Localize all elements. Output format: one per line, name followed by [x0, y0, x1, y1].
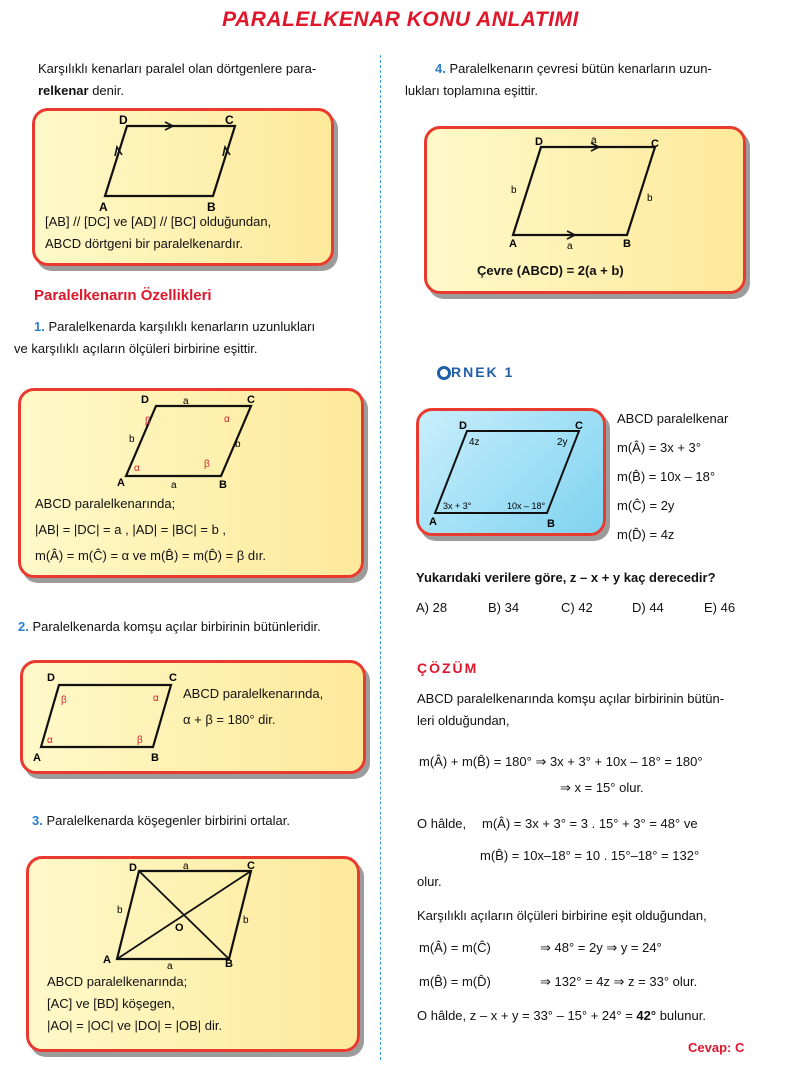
option-c: C) 42 [561, 600, 593, 615]
label-C: C [225, 113, 234, 127]
given-3: m(B̂) = 10x – 18° [617, 469, 716, 484]
property-3-box-line1: ABCD paralelkenarında; [47, 974, 188, 989]
side-b-left: b [511, 185, 517, 196]
label-D: D [141, 394, 149, 406]
property-3 [32, 810, 372, 832]
property-2-number: 2. [18, 619, 29, 634]
intro-line1: Karşılıklı kenarları paralel olan dörtgenlere para- [38, 61, 317, 76]
property-3-box [26, 856, 360, 1052]
label-C: C [169, 672, 177, 684]
intro-paragraph [38, 58, 358, 102]
option-d: D) 44 [632, 600, 664, 615]
angle-alpha-C: α [153, 693, 159, 704]
label-O: O [175, 922, 184, 934]
parallelogram-figure-6 [419, 411, 603, 533]
property-3-box-line2: [AC] ve [BD] köşegen, [47, 996, 175, 1011]
side-a-top: a [183, 861, 189, 872]
angle-C-label: 2y [557, 437, 568, 448]
property-3-number: 3. [32, 813, 43, 828]
property-1-line1: Paralelkenarda karşılıklı kenarların uzunlukları [44, 319, 316, 334]
property-1-number: 1. [34, 319, 45, 334]
solution-line3: m(Â) + m(B̂) = 180° ⇒ 3x + 3° + 10x – 18° = 180° [419, 754, 703, 769]
option-b: B) 34 [488, 600, 520, 615]
property-3-text-box [47, 971, 347, 1037]
property-3-text: Paralelkenarda köşegenler birbirini ortalar. [42, 813, 290, 828]
angle-B-label: 10x – 18° [507, 501, 546, 511]
label-C: C [247, 394, 255, 406]
solution-line5b: m(Â) = 3x + 3° = 3 . 15° + 3° = 48° ve [482, 816, 698, 831]
definition-line1: [AB] // [DC] ve [AD] // [BC] olduğundan, [45, 214, 272, 229]
side-b-left: b [117, 905, 123, 916]
solution-final-tail: bulunur. [656, 1008, 706, 1023]
label-A: A [103, 954, 111, 966]
solution-final-value: 42° [636, 1008, 657, 1023]
given-2: m(Â) = 3x + 3° [617, 440, 701, 455]
option-a: A) 28 [416, 600, 448, 615]
side-a-bottom: a [167, 961, 173, 969]
solution-line9b: ⇒ 48° = 2y ⇒ y = 24° [540, 940, 662, 955]
angle-beta-D: β [61, 695, 67, 706]
side-a-top: a [183, 396, 189, 407]
property-1-box-line2: |AB| = |DC| = a , |AD| = |BC| = b , [35, 522, 227, 537]
answer: Cevap: C [688, 1040, 745, 1055]
label-B: B [151, 752, 159, 764]
property-2-box [20, 660, 366, 774]
side-b-right: b [243, 915, 249, 926]
given-4: m(Ĉ) = 2y [617, 498, 675, 513]
side-b-left: b [129, 434, 135, 445]
solution-line10a: m(B̂) = m(D̂) [419, 974, 491, 989]
ornek-o-icon [437, 366, 451, 380]
solution-line2: leri olduğundan, [417, 713, 510, 728]
label-D: D [535, 136, 543, 148]
solution-line11 [417, 1008, 787, 1023]
label-D: D [119, 113, 128, 127]
property-2-box-line2: α + β = 180° dir. [183, 712, 276, 727]
solution-line1: ABCD paralelkenarında komşu açılar birbirinin bütün- [417, 691, 725, 706]
side-a-bottom: a [171, 480, 177, 491]
side-a-bottom: a [567, 241, 573, 252]
column-divider [380, 55, 381, 1060]
given-5: m(D̂) = 4z [617, 527, 675, 542]
example-heading [437, 364, 514, 380]
angle-beta-B: β [204, 459, 210, 470]
label-A: A [509, 238, 517, 250]
solution-intro [417, 688, 787, 732]
label-C: C [575, 420, 583, 432]
solution-line7: olur. [417, 874, 442, 889]
label-D: D [459, 420, 467, 432]
side-b-right: b [647, 193, 653, 204]
definition-box [32, 108, 334, 266]
label-B: B [547, 518, 555, 530]
definition-text [45, 211, 325, 255]
label-B: B [219, 479, 227, 491]
angle-beta-D: β [145, 416, 151, 427]
property-1 [14, 316, 364, 360]
property-1-box-line1: ABCD paralelkenarında; [35, 496, 176, 511]
intro-line2: denir. [88, 83, 125, 98]
label-A: A [33, 752, 41, 764]
property-1-line2: ve karşılıklı açıların ölçüleri birbirine eşittir. [14, 341, 258, 356]
label-B: B [225, 958, 233, 969]
parallelogram-figure-3 [23, 663, 183, 771]
label-A: A [429, 516, 437, 528]
solution-heading: ÇÖZÜM [417, 660, 479, 676]
property-3-box-line3: |AO| = |OC| ve |DO| = |OB| dir. [47, 1018, 223, 1033]
property-4 [405, 58, 765, 102]
label-D: D [47, 672, 55, 684]
property-4-line1: Paralelkenarın çevresi bütün kenarların uzun- [445, 61, 712, 76]
parallelogram-figure-1 [35, 111, 331, 221]
parallelogram-figure-2 [21, 391, 361, 491]
label-C: C [651, 138, 659, 150]
example-title: RNEK 1 [451, 364, 515, 380]
properties-heading: Paralelkenarın Özellikleri [34, 287, 212, 304]
given-1: ABCD paralelkenar [617, 411, 729, 426]
property-1-box [18, 388, 364, 578]
angle-alpha-C: α [224, 414, 230, 425]
parallelogram-figure-4 [29, 859, 357, 969]
solution-line10b: ⇒ 132° = 4z ⇒ z = 33° olur. [540, 974, 698, 989]
label-A: A [117, 477, 125, 489]
property-4-line2: lukları toplamına eşittir. [405, 83, 538, 98]
solution-line5a: O hâlde, [417, 816, 467, 831]
label-A: A [99, 200, 108, 214]
property-2-text-box [183, 681, 359, 733]
example-figure-box [416, 408, 606, 536]
side-b-right: b [235, 439, 241, 450]
solution-line8: Karşılıklı açıların ölçüleri birbirine eşit olduğundan, [417, 908, 707, 923]
parallelogram-figure-5 [427, 129, 743, 254]
angle-alpha-A: α [47, 735, 53, 746]
angle-alpha-A: α [134, 463, 140, 474]
property-2 [18, 616, 368, 638]
side-a-top: a [591, 135, 597, 146]
solution-line9a: m(Â) = m(Ĉ) [419, 940, 491, 955]
solution-line6: m(B̂) = 10x–18° = 10 . 15°–18° = 132° [480, 848, 700, 863]
property-1-text [35, 491, 355, 569]
perimeter-formula: Çevre (ABCD) = 2(a + b) [477, 263, 624, 278]
page-title: PARALELKENAR KONU ANLATIMI [222, 8, 579, 31]
example-given [617, 404, 787, 549]
angle-D-label: 4z [469, 437, 480, 448]
definition-line2: ABCD dörtgeni bir paralelkenardır. [45, 236, 243, 251]
solution-line4: ⇒ x = 15° olur. [560, 780, 644, 795]
label-C: C [247, 860, 255, 872]
label-D: D [129, 862, 137, 874]
intro-term: relkenar [38, 83, 89, 98]
angle-beta-B: β [137, 735, 143, 746]
perimeter-box [424, 126, 746, 294]
property-1-box-line3: m(Â) = m(Ĉ) = α ve m(B̂) = m(D̂) = β dır. [35, 548, 266, 563]
label-B: B [623, 238, 631, 250]
property-2-text: Paralelkenarda komşu açılar birbirinin bütünleridir. [28, 619, 321, 634]
option-e: E) 46 [704, 600, 736, 615]
angle-A-label: 3x + 3° [443, 501, 472, 511]
solution-final-expr: O hâlde, z – x + y = 33° – 15° + 24° = [417, 1008, 637, 1023]
label-B: B [207, 200, 216, 214]
property-4-number: 4. [435, 61, 446, 76]
property-2-box-line1: ABCD paralelkenarında, [183, 686, 324, 701]
example-question: Yukarıdaki verilere göre, z – x + y kaç derecedir? [416, 570, 716, 585]
